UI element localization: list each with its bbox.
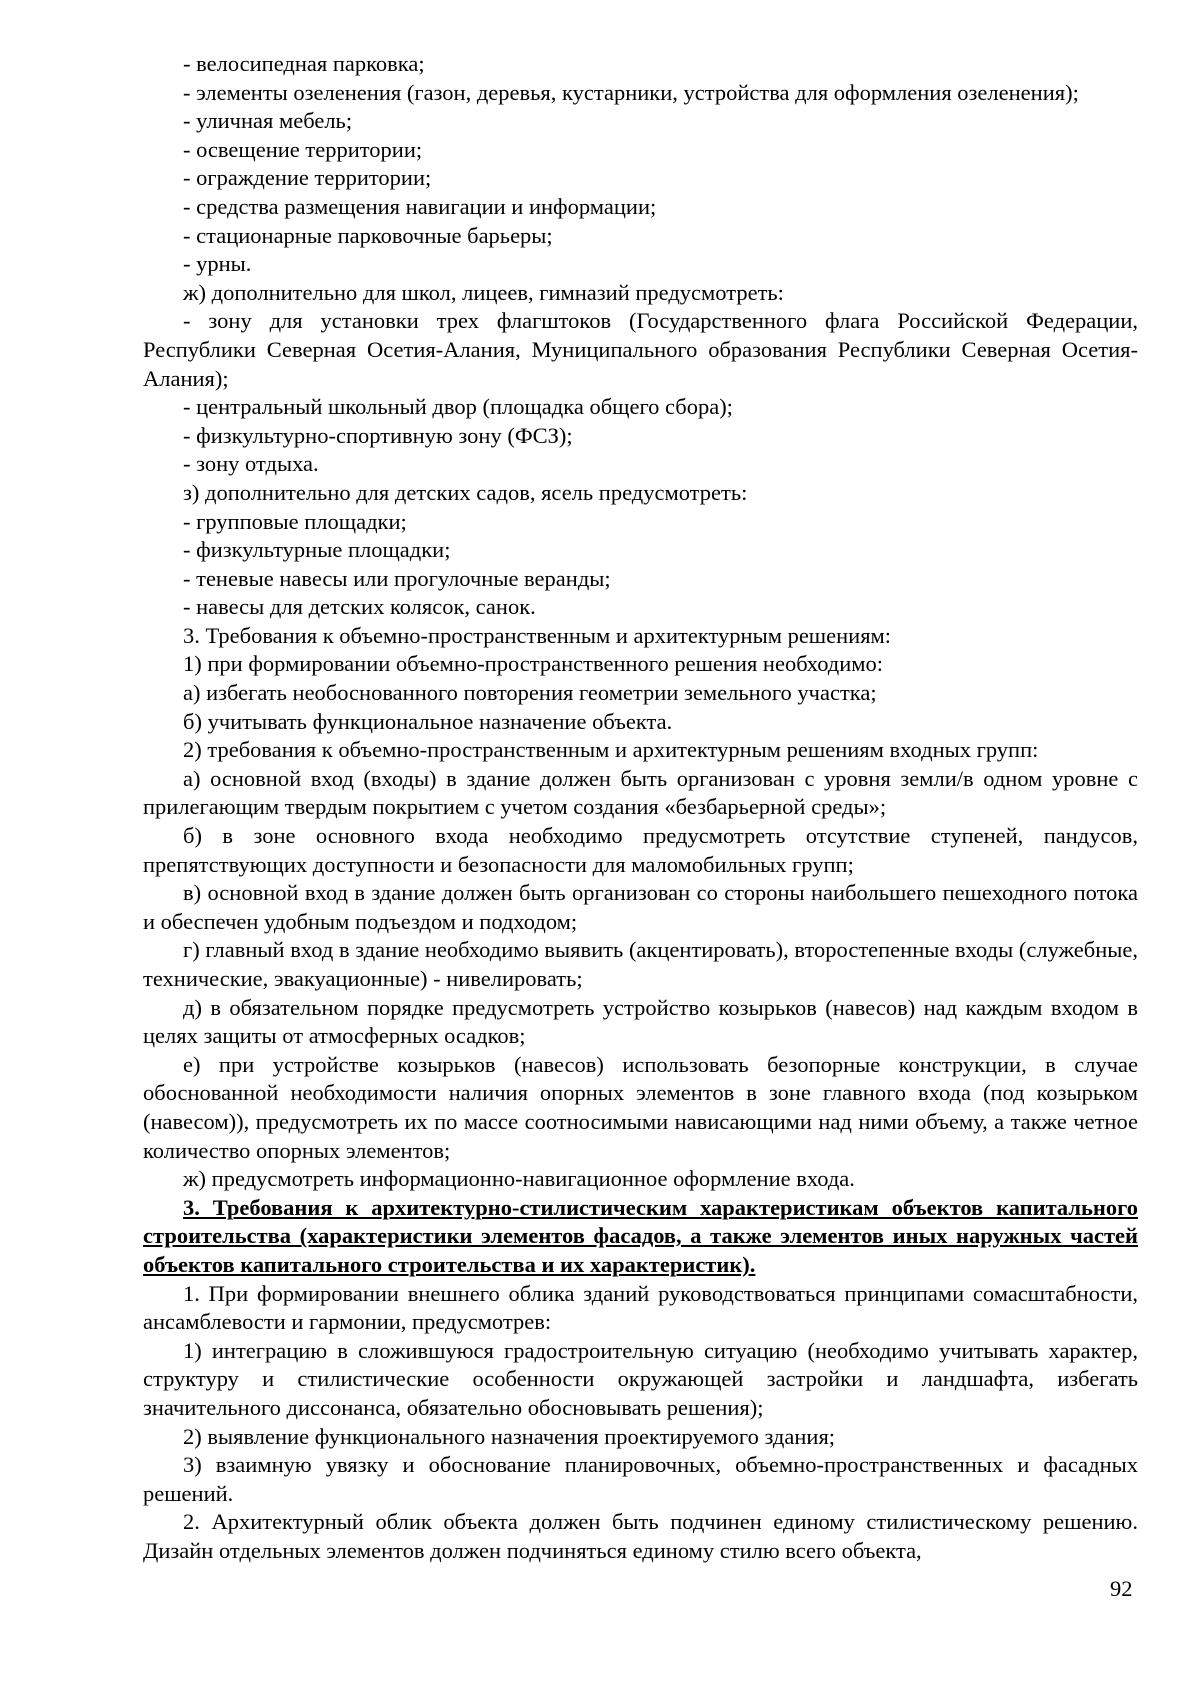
paragraph: - элементы озеленения (газон, деревья, кустарники, устройства для оформления озеленения); — [183, 79, 1079, 105]
paragraph: ж) предусмотреть информационно-навигационное оформление входа. — [183, 1166, 855, 1192]
paragraph: в) основной вход в здание должен быть организован со стороны наибольшего пешеходного потока и обеспечен удобным подъездом и подходом; — [143, 880, 1138, 934]
paragraph: - средства размещения навигации и информации; — [183, 193, 657, 219]
paragraph: 2. Архитектурный облик объекта должен быть подчинен единому стилистическому решению. Дизайн отдельных элементов должен подчиняться единому стилю всего объекта, — [143, 1509, 1138, 1563]
paragraph: д) в обязательном порядке предусмотреть устройство козырьков (навесов) над каждым входом в целях защиты от атмосферных осадков; — [143, 994, 1138, 1049]
paragraph: - зону отдыха. — [183, 451, 319, 477]
paragraph: - ограждение территории; — [183, 165, 432, 191]
page-number: 92 — [1110, 1576, 1133, 1601]
paragraph: - стационарные парковочные барьеры; — [183, 222, 553, 248]
paragraph: 1. При формировании внешнего облика зданий руководствоваться принципами сомасштабности, ансамблевости и гармонии, предусмотрев: — [143, 1280, 1138, 1335]
paragraph: б) в зоне основного входа необходимо предусмотреть отсутствие ступеней, пандусов, препятствующих доступности и безопасности для маломобильных групп; — [143, 823, 1138, 877]
paragraph: 1) интеграцию в сложившуюся градостроительную ситуацию (необходимо учитывать характер, структуру и стилистические особенности окружающей застройки и ландшафта, избегать значительного диссонанса, обязательно обосновывать решения); — [143, 1337, 1138, 1420]
paragraph: г) главный вход в здание необходимо выявить (акцентировать), второстепенные входы (служебные, технические, эвакуационные) - нивелировать; — [143, 937, 1138, 991]
paragraph: - уличная мебель; — [183, 108, 353, 134]
document-page — [143, 50, 1138, 1565]
paragraph: - центральный школьный двор (площадка общего сбора); — [183, 394, 733, 420]
paragraph: а) избегать необоснованного повторения геометрии земельного участка; — [183, 680, 877, 706]
paragraph: 1) при формировании объемно-пространственного решения необходимо: — [183, 651, 884, 677]
paragraph: - велосипедная парковка; — [183, 51, 425, 76]
paragraph: 2) выявление функционального назначения проектируемого здания; — [183, 1423, 836, 1449]
paragraph: 2) требования к объемно-пространственным и архитектурным решениям входных групп: — [183, 737, 1039, 763]
paragraph: а) основной вход (входы) в здание должен быть организован с уровня земли/в одном уровне с прилегающим твердым покрытием с учетом создания «безбарьерной среды»; — [143, 765, 1138, 820]
section-heading: 3. Требования к архитектурно-стилистическим характеристикам объектов капитального строительства (характеристики элементов фасадов, а также элементов иных наружных частей объектов капитального строительства и их характеристик). — [143, 1194, 1138, 1277]
paragraph: - теневые навесы или прогулочные веранды; — [183, 565, 611, 591]
paragraph: - физкультурно-спортивную зону (ФСЗ); — [183, 422, 573, 448]
paragraph: е) при устройстве козырьков (навесов) использовать безопорные конструкции, в случае обоснованной необходимости наличия опорных элементов в зоне главного входа (под козырьком (навесом)), предусмотреть их по массе соотносимыми нависающими над ними объему, а также четное количество опорных элементов; — [143, 1051, 1138, 1163]
paragraph: б) учитывать функциональное назначение объекта. — [183, 708, 673, 734]
paragraph: з) дополнительно для детских садов, ясель предусмотреть: — [183, 479, 748, 505]
paragraph: - физкультурные площадки; — [183, 537, 451, 563]
paragraph: - навесы для детских колясок, санок. — [183, 594, 536, 620]
paragraph: 3. Требования к объемно-пространственным и архитектурным решениям: — [183, 622, 892, 648]
paragraph: - урны. — [183, 251, 252, 277]
paragraph: ж) дополнительно для школ, лицеев, гимназий предусмотреть: — [183, 279, 784, 305]
paragraph: - освещение территории; — [183, 136, 423, 162]
paragraph: - групповые площадки; — [183, 508, 407, 534]
paragraph: 3) взаимную увязку и обоснование планировочных, объемно-пространственных и фасадных решений. — [143, 1452, 1138, 1506]
paragraph: - зону для установки трех флагштоков (Государственного флага Российской Федерации, Республики Северная Осетия-Алания, Муниципального образования Республики Северная Осетия-Алания); — [143, 308, 1138, 391]
